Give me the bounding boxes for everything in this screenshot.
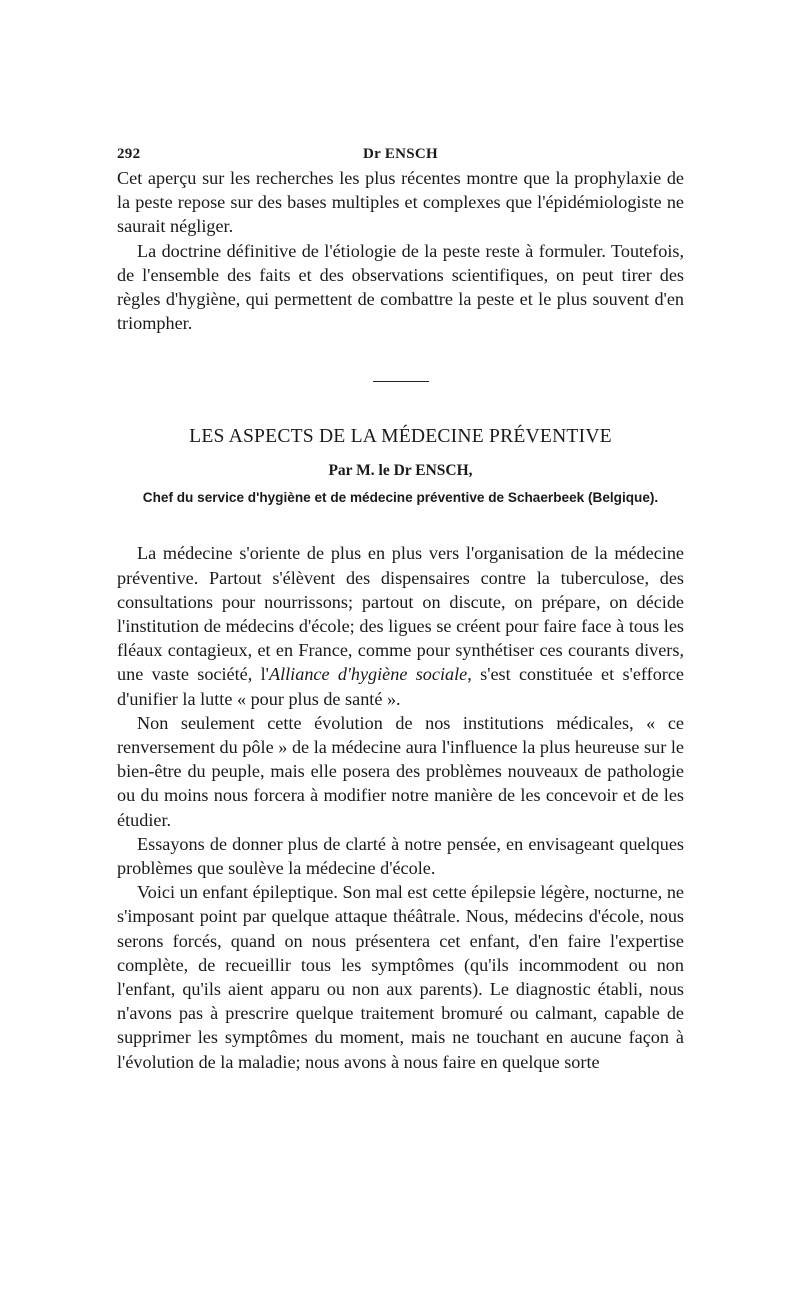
article-title: LES ASPECTS DE LA MÉDECINE PRÉVENTIVE — [189, 426, 612, 448]
running-header — [117, 140, 684, 166]
intro-paragraph-1: Cet aperçu sur les recherches les plus récentes montre que la prophylaxie de la peste repose sur des bases multiples et complexes que l'épidémiologiste ne saurait négliger. — [117, 168, 684, 237]
running-head-author: Dr ENSCH — [362, 146, 439, 162]
intro-paragraph-2: La doctrine définitive de l'étiologie de la peste reste à formuler. Toutefois, de l'ensemble des faits et des observations scientifiques, on peut tirer des règles d'hygiène, qui permettent de combattre la peste et le plus souvent d'en triompher. — [117, 240, 684, 334]
article-paragraph-3: Essayons de donner plus de clarté à notre pensée, en envisageant quelques problèmes que soulève la médecine d'école. — [117, 833, 684, 879]
article-paragraph-2: Non seulement cette évolution de nos institutions médicales, « ce renversement du pôle » de la médecine aura l'influence la plus heureuse sur le bien-être du peuple, mais elle posera des problèmes nouveaux de pathologie ou du moins nous forcera à modifier notre manière de les concevoir et de les étudier. — [117, 712, 684, 830]
article-byline: Par M. le Dr ENSCH, — [328, 462, 473, 480]
article-body — [117, 541, 684, 1073]
page-number: 292 — [117, 146, 141, 162]
book-page — [117, 140, 684, 1074]
paragraph-1-text-end: , s'est constituée et s'efforce d'unifier la lutte « pour plus de santé ». — [117, 664, 684, 709]
article-paragraph-4: Voici un enfant épileptique. Son mal est cette épilepsie légère, nocturne, ne s'imposant point par quelque attaque théâtrale. Nous, médecins d'école, nous serons forcés, quand on nous présentera cet enfant, d'en faire l'expertise complète, de recueillir tous les symptômes (qu'ils incommodent ou non l'enfant, qu'ils aient apparu ou non aux parents). Le diagnostic établi, nous n'avons pas à prescrire quelque traitement bromuré ou calmant, capable de supprimer les symptômes du moment, mais ne touchant en aucune façon à l'évolution de la maladie; nous avons à nous faire en quelque sorte — [117, 882, 684, 1072]
article-paragraph-1 — [117, 541, 684, 710]
paragraph-1-text-start: La médecine s'oriente de plus en plus vers l'organisation de la médecine préventive. Partout s'élèvent des dispensaires contre la tuberculose, des consultations pour nourrissons; partout on discute, on prépare, on décide l'institution de médecins d'école; des ligues se créent pour faire face à tous les fléaux contagieux, et en France, comme pour synthétiser ces courants divers, une vaste société, l' — [117, 543, 684, 685]
section-divider — [373, 381, 429, 382]
author-affiliation: Chef du service d'hygiène et de médecine préventive de Schaerbeek (Belgique). — [142, 490, 659, 506]
alliance-name-italic: Alliance d'hygiène sociale — [268, 664, 468, 685]
